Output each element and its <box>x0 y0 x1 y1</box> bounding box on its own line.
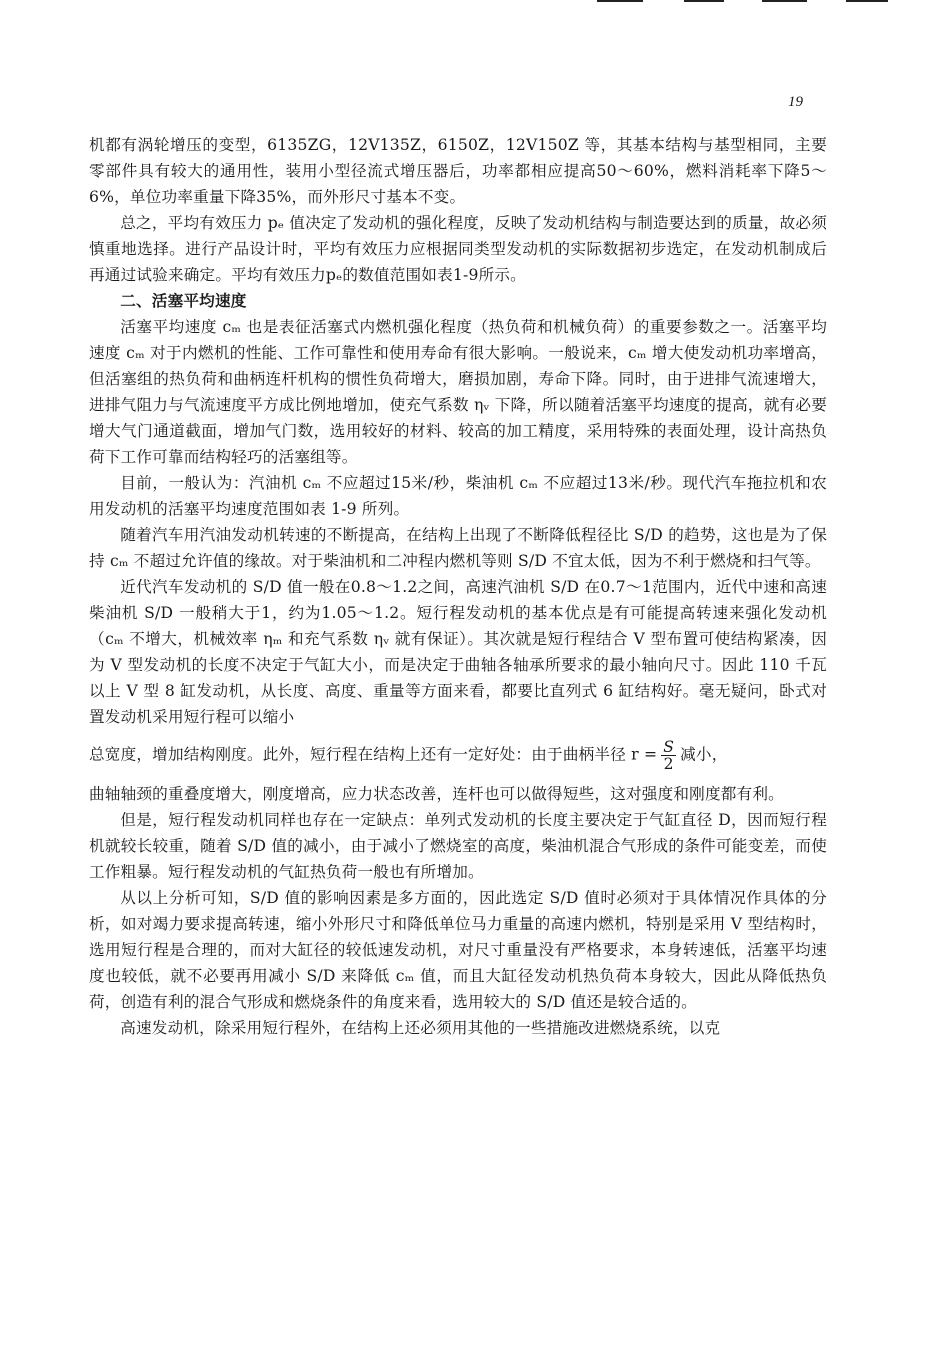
top-rule <box>762 0 807 2</box>
top-rule <box>846 0 888 2</box>
fraction <box>661 739 676 772</box>
paragraph: 近代汽车发动机的 S/D 值一般在0.8～1.2之间，高速汽油机 S/D 在0.7～1范围内，近代中速和高速柴油机 S/D 一般稍大于1，约为1.05～1.2。短行程发动机的基本优点是有可能提高转速来强化发动机（cₘ 不增大，机械效率 ηₘ 和充气系数 ηᵥ 就有保证）。其次就是短行程结合 V 型布置可使结构紧凑，因为 V 型发动机的长度不决定于气缸大小，而是决定于曲轴各轴承所要求的最小轴向尺寸。因此 110 千瓦以上 V 型 8 缸发动机，从长度、高度、重量等方面来看，都要比直列式 6 缸结构好。毫无疑问，卧式对置发动机采用短行程可以缩小 <box>89 578 827 726</box>
paragraph: 目前，一般认为：汽油机 cₘ 不应超过15米/秒，柴油机 cₘ 不应超过13米/秒。现代汽车拖拉机和农用发动机的活塞平均速度范围如表 1-9 所列。 <box>89 474 827 518</box>
paragraph: 高速发动机，除采用短行程外，在结构上还必须用其他的一些措施改进燃烧系统，以克 <box>120 1019 721 1037</box>
paragraph-continuation <box>89 739 827 772</box>
top-rule <box>684 0 724 2</box>
section-heading: 二、活塞平均速度 <box>120 291 247 310</box>
page-number: 19 <box>788 94 803 110</box>
paragraph-continuation: 曲轴轴颈的重叠度增大，刚度增高，应力状态改善，连杆也可以做得短些，这对强度和刚度都有利。 <box>89 785 784 803</box>
fraction-numerator: S <box>663 738 675 756</box>
paragraph: 从以上分析可知，S/D 值的影响因素是多方面的，因此选定 S/D 值时必须对于具体情况作具体的分析，如对竭力要求提高转速，缩小外形尺寸和降低单位马力重量的高速内燃机，特别是采用 V 型结构时，选用短行程是合理的，而对大缸径的较低速发动机，对尺寸重量没有严格要求，本身转速低，活塞平均速度也较低，就不必要再用减小 S/D 来降低 cₘ 值，而且大缸径发动机热负荷本身较大，因此从降低热负荷，创造有利的混合气形成和燃烧条件的角度来看，选用较大的 S/D 值还是较合适的。 <box>89 889 827 1011</box>
paragraph-text: 减小， <box>680 745 728 764</box>
top-rule <box>597 0 643 2</box>
paragraph: 活塞平均速度 cₘ 也是表征活塞式内燃机强化程度（热负荷和机械负荷）的重要参数之一。活塞平均速度 cₘ 对于内燃机的性能、工作可靠性和使用寿命有很大影响。一般说来，cₘ 增大使发动机功率增高，但活塞组的热负荷和曲柄连杆机构的惯性负荷增大，磨损加剧，寿命下降。同时，由于进排气流速增大，进排气阻力与气流速度平方成比例地增加，使充气系数 ηᵥ 下降，所以随着活塞平均速度的提高，就有必要增大气门通道截面，增加气门数，选用较好的材料、较高的加工精度，采用特殊的表面处理，设计高热负荷下工作可靠而结构轻巧的活塞组等。 <box>89 318 827 466</box>
paragraph: 随着汽车用汽油发动机转速的不断提高，在结构上出现了不断降低程径比 S/D 的趋势，这也是为了保持 cₘ 不超过允许值的缘故。对于柴油机和二冲程内燃机等则 S/D 不宜太低，因为不利于燃烧和扫气等。 <box>89 526 827 570</box>
paragraph: 但是，短行程发动机同样也存在一定缺点：单列式发动机的长度主要决定于气缸直径 D，因而短行程机就较长较重，随着 S/D 值的减小，由于减小了燃烧室的高度，柴油机混合气形成的条件可能变差，而使工作粗暴。短行程发动机的气缸热负荷一般也有所增加。 <box>89 811 827 881</box>
paragraph: 机都有涡轮增压的变型，6135ZG，12V135Z，6150Z，12V150Z 等，其基本结构与基型相同，主要零部件具有较大的通用性，装用小型径流式增压器后，功率都相应提高50～60%，燃料消耗率下降5～6%，单位功率重量下降35%，而外形尺寸基本不变。 <box>89 136 827 206</box>
paragraph-text: 总宽度，增加结构刚度。此外，短行程在结构上还有一定好处：由于曲柄半径 r = <box>89 745 658 764</box>
page-body <box>89 132 827 1041</box>
fraction-denominator: 2 <box>663 755 674 773</box>
paragraph: 总之，平均有效压力 pₑ 值决定了发动机的强化程度，反映了发动机结构与制造要达到的质量，故必须慎重地选择。进行产品设计时，平均有效压力应根据同类型发动机的实际数据初步选定，在发动机制成后再通过试验来确定。平均有效压力pₑ的数值范围如表1-9所示。 <box>89 214 827 284</box>
